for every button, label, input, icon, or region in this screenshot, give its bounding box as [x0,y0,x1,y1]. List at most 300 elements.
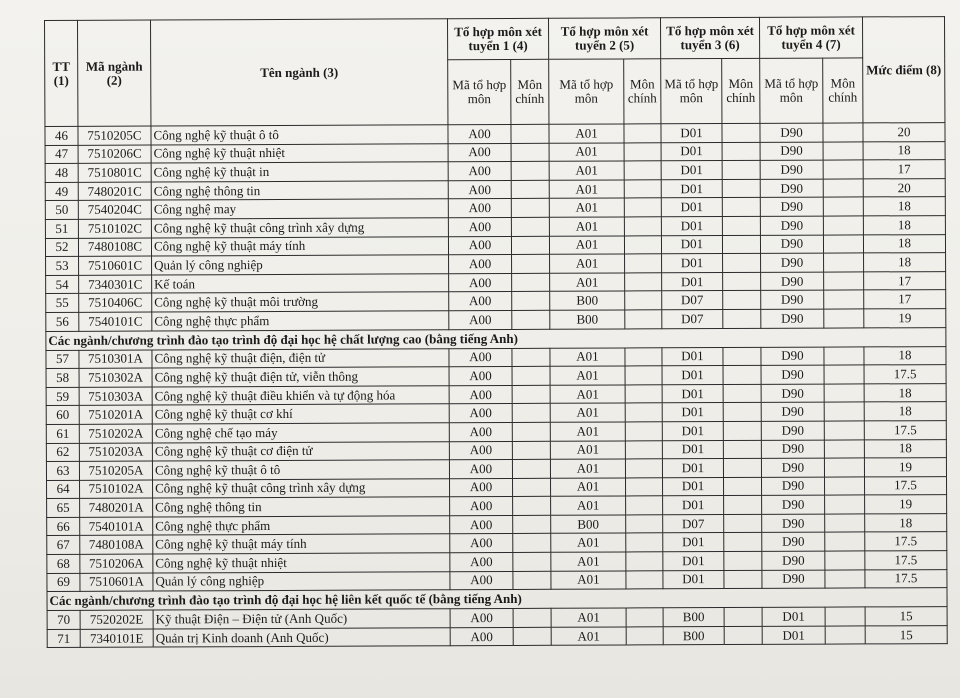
cell-main-4 [823,160,863,179]
cell-ten-nganh: Công nghệ kỹ thuật điều khiển và tự động hóa [152,385,449,405]
cell-code-4: D90 [760,160,823,179]
cell-ma-nganh: 7510801C [78,163,151,182]
cell-main-1 [513,571,551,590]
table-header [45,17,945,127]
cell-ten-nganh: Quản lý công nghiệp [153,571,450,591]
cell-tt: 68 [47,554,80,573]
cell-code-4: D90 [761,458,824,477]
header-muc-diem: Mức điểm (8) [862,17,944,123]
cell-main-1 [511,161,549,180]
cell-main-4 [825,607,865,626]
cell-code-3: D01 [661,142,722,161]
header-sub-main: Môn chính [624,59,661,124]
cell-main-1 [511,180,549,199]
cell-code-3: D01 [661,179,722,198]
table-row [47,625,947,648]
cell-code-3: D01 [661,235,722,254]
cell-code-1: A00 [450,478,513,497]
cell-main-2 [626,496,663,515]
cell-main-3 [723,421,761,440]
cell-tt: 55 [46,294,79,313]
cell-main-2 [625,459,662,478]
cell-code-1: A00 [448,143,511,162]
cell-code-2: A01 [551,496,626,515]
cell-main-4 [823,216,863,235]
cell-ten-nganh: Công nghệ kỹ thuật ô tô [151,125,448,145]
cell-ma-nganh: 7520202E [80,610,153,629]
cell-main-3 [724,608,762,627]
cell-ma-nganh: 7510202A [79,424,152,443]
cell-ma-nganh: 7510302A [79,368,152,387]
cell-ten-nganh: Quản trị Kinh doanh (Anh Quốc) [153,628,450,648]
cell-main-2 [624,235,661,254]
cell-ma-nganh: 7480108C [78,238,151,257]
cell-ma-nganh: 7510102A [80,480,153,499]
cell-ma-nganh: 7510301A [79,350,152,369]
cell-ten-nganh: Kỹ thuật Điện – Điện tử (Anh Quốc) [153,609,450,629]
cell-tt: 57 [46,350,79,369]
cell-code-3: D01 [663,496,724,515]
cell-code-1: A00 [449,460,512,479]
table-body-international [47,607,947,648]
header-sub-main: Môn chính [823,58,863,123]
cell-main-4 [825,477,865,496]
cell-ten-nganh: Công nghệ chế tạo máy [152,423,449,443]
cell-main-4 [825,514,865,533]
cell-main-2 [625,366,662,385]
cell-code-3: D07 [662,291,723,310]
cell-ten-nganh: Công nghệ kỹ thuật nhiệt [153,553,450,573]
cell-code-1: A00 [449,273,512,292]
cell-code-3: D01 [661,161,722,180]
table-body-high-quality [46,346,947,592]
cell-code-1: A00 [450,609,513,628]
cell-main-2 [625,422,662,441]
cell-main-1 [512,292,550,311]
cell-main-4 [824,439,864,458]
cell-code-4: D90 [761,384,824,403]
cell-main-1 [512,310,550,329]
cell-tt: 46 [45,126,78,145]
cell-main-4 [824,458,864,477]
cell-code-3: D01 [662,272,723,291]
cell-tt: 48 [45,164,78,183]
cell-ma-nganh: 7540101A [80,517,153,536]
cell-ten-nganh: Công nghệ kỹ thuật cơ khí [152,404,449,424]
cell-main-3 [723,347,761,366]
cell-code-1: A00 [450,553,513,572]
cell-muc-diem: 18 [864,439,946,458]
cell-code-1: A00 [448,124,511,143]
cell-ma-nganh: 7510205C [78,126,151,145]
cell-main-4 [824,421,864,440]
cell-main-1 [512,273,550,292]
cell-ten-nganh: Công nghệ kỹ thuật in [151,162,448,182]
cell-muc-diem: 17 [864,290,946,309]
cell-code-2: A01 [549,198,624,217]
cell-muc-diem: 17.5 [865,476,947,495]
cell-main-3 [723,272,761,291]
cell-main-2 [625,310,662,329]
cell-main-2 [626,533,663,552]
cell-code-1: A00 [449,441,512,460]
cell-main-3 [723,365,761,384]
cell-ma-nganh: 7510406C [79,293,152,312]
cell-code-1: A00 [449,422,512,441]
header-group-1: Tổ hợp môn xét tuyển 1 (4) [447,18,548,59]
cell-code-3: B00 [663,626,724,645]
cell-code-4: D90 [761,365,824,384]
cell-code-4: D90 [762,570,825,589]
cell-code-3: D01 [662,366,723,385]
cell-main-2 [625,273,662,292]
cell-main-2 [626,515,663,534]
cell-code-4: D90 [762,477,825,496]
cell-main-4 [825,495,865,514]
cell-main-4 [823,179,863,198]
cell-code-2: A01 [550,385,625,404]
cell-main-1 [511,199,549,218]
cell-ten-nganh: Công nghệ kỹ thuật công trình xây dựng [151,218,448,238]
cell-tt: 52 [45,238,78,257]
cell-code-2: B00 [550,310,625,329]
cell-main-4 [824,309,864,328]
cell-muc-diem: 17.5 [865,551,947,570]
cell-main-3 [722,123,760,142]
cell-ten-nganh: Công nghệ kỹ thuật nhiệt [151,143,448,163]
cell-main-4 [824,346,864,365]
cell-main-1 [513,609,551,628]
cell-main-3 [724,626,762,645]
cell-muc-diem: 18 [864,346,946,365]
cell-tt: 50 [45,201,78,220]
cell-ten-nganh: Quản lý công nghiệp [152,255,449,275]
cell-muc-diem: 20 [863,123,945,142]
cell-ten-nganh: Công nghệ kỹ thuật công trình xây dựng [153,478,450,498]
cell-code-3: D01 [661,198,722,217]
cell-code-4: D90 [760,235,823,254]
cell-main-3 [724,477,762,496]
cell-code-1: A00 [450,515,513,534]
cell-main-1 [513,552,551,571]
cell-code-2: A01 [551,571,626,590]
cell-code-4: D90 [760,142,823,161]
header-group-3: Tổ hợp môn xét tuyển 3 (6) [660,17,759,58]
cell-ma-nganh: 7340301C [79,275,152,294]
cell-main-3 [724,514,762,533]
cell-main-4 [824,253,864,272]
cell-main-1 [513,534,551,553]
cell-code-2: A01 [551,608,626,627]
cell-main-2 [626,627,663,646]
cell-tt: 51 [45,219,78,238]
cell-code-4: D90 [762,551,825,570]
cell-ma-nganh: 7510206C [78,145,151,164]
cell-ten-nganh: Công nghệ thực phẩm [153,516,450,536]
cell-main-1 [513,478,551,497]
cell-muc-diem: 17.5 [865,569,947,588]
cell-code-3: D01 [662,384,723,403]
cell-code-2: A01 [549,180,624,199]
cell-muc-diem: 15 [865,625,947,644]
cell-main-3 [724,496,762,515]
cell-code-2: A01 [550,254,625,273]
cell-muc-diem: 18 [863,197,945,216]
section-title-international: Các ngành/chương trình đào tạo trình độ đại học hệ liên kết quốc tế (bằng tiếng Anh) [47,588,947,611]
cell-code-2: B00 [551,515,626,534]
cell-code-2: A01 [550,440,625,459]
cell-main-4 [823,123,863,142]
cell-code-2: A01 [549,143,624,162]
cell-main-2 [625,385,662,404]
header-tt: TT (1) [45,20,78,126]
cell-main-3 [723,440,761,459]
cell-code-1: A00 [450,571,513,590]
cell-ma-nganh: 7480108A [80,535,153,554]
cell-main-3 [722,216,760,235]
cell-code-2: A01 [549,161,624,180]
header-sub-code: Mã tổ hợp môn [448,59,511,124]
cell-ma-nganh: 7510601A [80,573,153,592]
cell-code-4: D90 [761,309,824,328]
cell-main-4 [824,402,864,421]
cell-main-1 [512,366,550,385]
cell-muc-diem: 17.5 [865,532,947,551]
cell-code-1: A00 [449,255,512,274]
cell-ma-nganh: 7510206A [80,554,153,573]
cell-main-4 [823,234,863,253]
cell-code-1: A00 [449,310,512,329]
cell-code-4: D90 [760,216,823,235]
cell-code-1: A00 [448,236,511,255]
cell-ten-nganh: Công nghệ kỹ thuật môi trường [152,292,449,312]
cell-muc-diem: 18 [863,216,945,235]
cell-tt: 63 [46,461,79,480]
header-sub-code: Mã tổ hợp môn [549,59,624,124]
cell-tt: 60 [46,406,79,425]
cell-tt: 61 [46,424,79,443]
cell-main-2 [626,477,663,496]
cell-main-1 [511,143,549,162]
cell-code-2: A01 [549,217,624,236]
cell-ma-nganh: 7540101C [79,312,152,331]
section-title-high-quality: Các ngành/chương trình đào tạo trình độ đại học hệ chất lượng cao (bằng tiếng Anh) [46,327,946,350]
cell-main-2 [625,254,662,273]
cell-code-2: A01 [550,403,625,422]
cell-ten-nganh: Công nghệ may [151,199,448,219]
cell-code-4: D90 [760,179,823,198]
cell-muc-diem: 18 [863,141,945,160]
cell-code-4: D01 [762,626,825,645]
cell-code-4: D90 [761,272,824,291]
cell-ma-nganh: 7480201A [80,498,153,517]
cell-main-4 [823,142,863,161]
cell-main-1 [513,497,551,516]
cell-main-2 [624,124,661,143]
cell-main-3 [722,161,760,180]
cell-ma-nganh: 7510601C [79,256,152,275]
cell-main-4 [824,272,864,291]
cell-main-3 [723,254,761,273]
cell-code-3: B00 [663,608,724,627]
cell-code-3: D01 [663,533,724,552]
cell-tt: 59 [46,387,79,406]
cell-main-3 [723,458,761,477]
cell-code-4: D90 [760,123,823,142]
cell-code-2: A01 [551,478,626,497]
cell-main-2 [624,198,661,217]
cell-main-3 [723,291,761,310]
cell-ma-nganh: 7510102C [78,219,151,238]
cell-ten-nganh: Công nghệ thực phẩm [152,311,449,331]
cell-code-1: A00 [449,292,512,311]
cell-code-3: D01 [662,440,723,459]
cell-ten-nganh: Công nghệ kỹ thuật điện, điện tử [152,348,449,368]
cell-muc-diem: 17.5 [864,420,946,439]
cell-main-2 [624,161,661,180]
cell-ten-nganh: Công nghệ thông tin [151,181,448,201]
cell-main-3 [723,384,761,403]
cell-code-2: A01 [551,552,626,571]
cell-code-3: D01 [663,552,724,571]
cell-main-1 [513,627,551,646]
cell-code-4: D90 [762,514,825,533]
admission-score-table [44,16,948,648]
cell-muc-diem: 20 [863,178,945,197]
cell-main-1 [512,441,550,460]
cell-ten-nganh: Công nghệ kỹ thuật ô tô [152,460,449,480]
cell-code-4: D01 [762,607,825,626]
cell-main-1 [513,515,551,534]
cell-main-3 [722,235,760,254]
cell-main-1 [511,236,549,255]
cell-tt: 65 [47,499,80,518]
cell-ma-nganh: 7510203A [79,443,152,462]
cell-main-1 [511,124,549,143]
cell-main-4 [825,626,865,645]
cell-ten-nganh: Công nghệ kỹ thuật cơ điện tử [152,441,449,461]
cell-code-1: A00 [449,367,512,386]
cell-code-2: A01 [551,533,626,552]
cell-tt: 53 [46,257,79,276]
cell-tt: 54 [46,275,79,294]
header-sub-main: Môn chính [722,58,760,123]
header-group-2: Tổ hợp môn xét tuyển 2 (5) [548,18,660,59]
cell-main-3 [723,403,761,422]
cell-tt: 67 [47,536,80,555]
cell-main-4 [824,384,864,403]
cell-muc-diem: 17.5 [864,365,946,384]
cell-main-3 [724,533,762,552]
cell-tt: 69 [47,573,80,592]
cell-ten-nganh: Công nghệ thông tin [153,497,450,517]
cell-main-3 [722,179,760,198]
cell-main-3 [723,309,761,328]
cell-muc-diem: 19 [864,458,946,477]
cell-code-3: D01 [661,124,722,143]
cell-ten-nganh: Công nghệ kỹ thuật máy tính [151,236,448,256]
cell-code-3: D01 [662,421,723,440]
cell-code-3: D01 [662,459,723,478]
table-body-standard [45,123,946,331]
cell-main-2 [626,552,663,571]
cell-code-1: A00 [448,180,511,199]
cell-code-2: A01 [550,366,625,385]
header-sub-code: Mã tổ hợp môn [760,58,823,123]
cell-code-2: A01 [549,124,624,143]
cell-code-4: D90 [761,253,824,272]
header-sub-code: Mã tổ hợp môn [661,59,722,124]
cell-code-2: A01 [549,236,624,255]
cell-code-2: A01 [550,422,625,441]
cell-main-1 [511,217,549,236]
header-ten-nganh: Tên ngành (3) [151,19,448,126]
cell-code-3: D07 [663,514,724,533]
cell-code-3: D07 [662,309,723,328]
cell-tt: 64 [47,480,80,499]
cell-tt: 47 [45,145,78,164]
cell-ma-nganh: 7510205A [79,461,152,480]
cell-code-4: D90 [761,421,824,440]
cell-main-1 [512,422,550,441]
cell-code-1: A00 [449,348,512,367]
cell-ten-nganh: Kế toán [152,273,449,293]
cell-code-2: A01 [550,273,625,292]
cell-tt: 62 [46,443,79,462]
cell-muc-diem: 18 [865,513,947,532]
cell-code-2: A01 [550,459,625,478]
cell-code-1: A00 [448,199,511,218]
cell-code-2: A01 [551,627,626,646]
cell-ma-nganh: 7480201C [78,182,151,201]
cell-muc-diem: 18 [863,234,945,253]
cell-main-4 [823,197,863,216]
cell-main-2 [624,217,661,236]
cell-code-1: A00 [450,497,513,516]
cell-muc-diem: 18 [864,402,946,421]
cell-tt: 58 [46,368,79,387]
cell-muc-diem: 15 [865,607,947,626]
cell-main-3 [722,198,760,217]
cell-tt: 71 [47,629,80,648]
cell-ma-nganh: 7510201A [79,405,152,424]
cell-ten-nganh: Công nghệ kỹ thuật máy tính [153,534,450,554]
cell-tt: 70 [47,611,80,630]
cell-muc-diem: 18 [864,253,946,272]
cell-main-1 [512,254,550,273]
cell-code-4: D90 [761,440,824,459]
cell-ma-nganh: 7340101E [80,629,153,648]
cell-ten-nganh: Công nghệ kỹ thuật điện tử, viễn thông [152,367,449,387]
cell-code-4: D90 [761,290,824,309]
cell-main-2 [626,608,663,627]
cell-code-3: D01 [662,403,723,422]
cell-tt: 56 [46,312,79,331]
cell-main-3 [722,142,760,161]
cell-code-1: A00 [450,627,513,646]
cell-main-1 [512,459,550,478]
cell-muc-diem: 17 [864,271,946,290]
cell-main-2 [625,347,662,366]
cell-main-2 [626,570,663,589]
cell-code-3: D01 [662,254,723,273]
cell-main-3 [724,551,762,570]
cell-muc-diem: 19 [864,309,946,328]
cell-code-1: A00 [450,534,513,553]
cell-tt: 49 [45,182,78,201]
cell-main-1 [512,385,550,404]
cell-code-1: A00 [448,162,511,181]
